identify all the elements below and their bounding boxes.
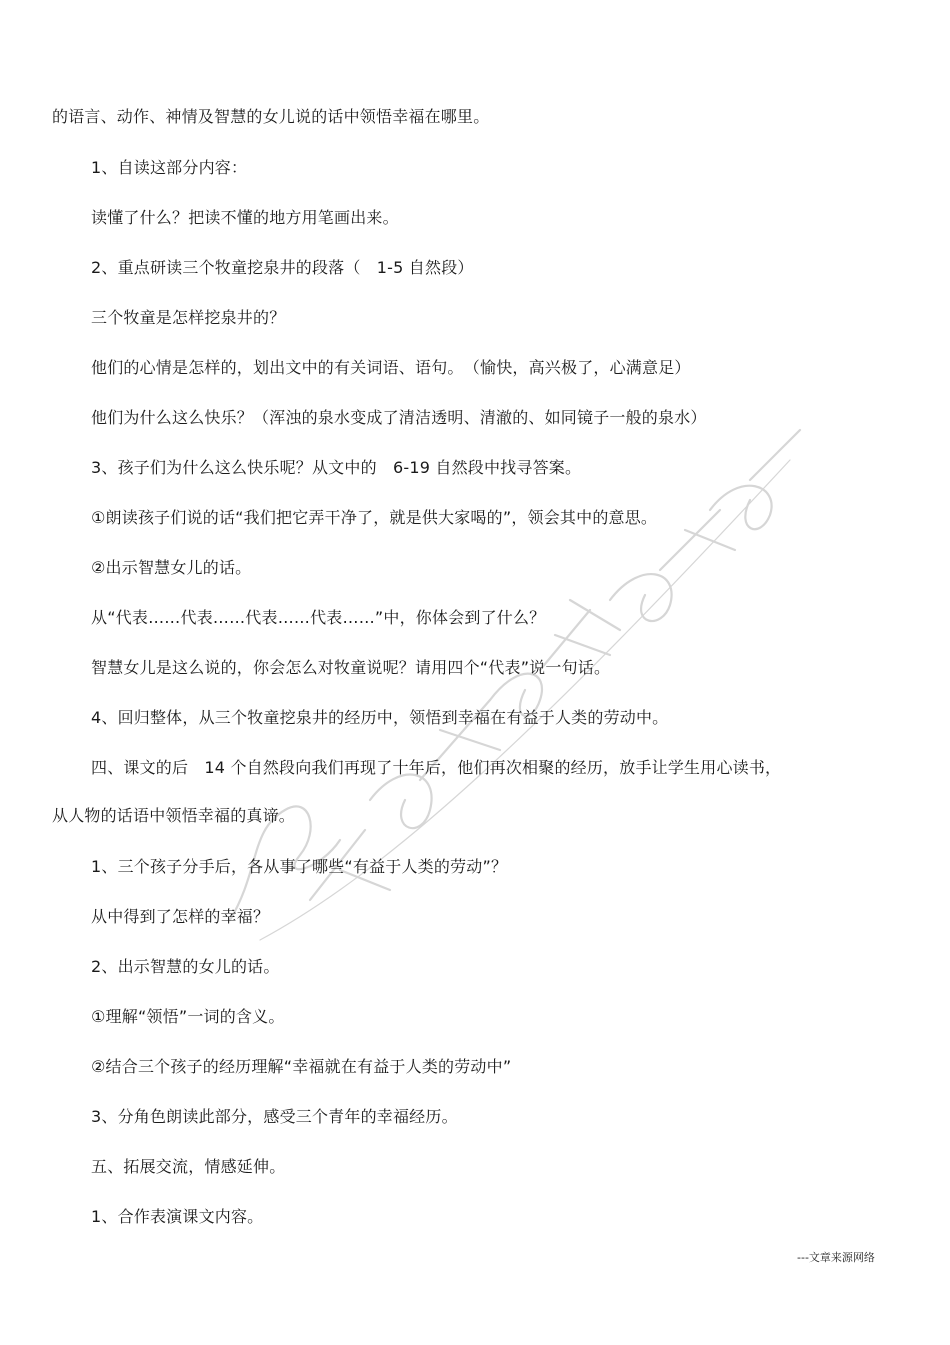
text-line: 三个牧童是怎样挖泉井的？ xyxy=(91,308,286,327)
text-line: 3、孩子们为什么这么快乐呢？从文中的 6-19 自然段中找寻答案。 xyxy=(91,458,582,477)
text-line: 他们的心情是怎样的，划出文中的有关词语、语句。 （愉快，高兴极了，心满意足） xyxy=(91,358,691,377)
text-line: 的语言、动作、神情及智慧的女儿说的话中领悟幸福在哪里。 xyxy=(52,107,490,126)
text-line: 2、重点研读三个牧童挖泉井的段落（ 1-5 自然段） xyxy=(91,258,474,277)
text-line: 四、课文的后 14 个自然段向我们再现了十年后，他们再次相聚的经历，放手让学生用心读书， xyxy=(91,758,782,777)
text-line: 智慧女儿是这么说的，你会怎么对牧童说呢？请用四个“代表”说一句话。 xyxy=(91,658,611,677)
text-line: 2、出示智慧的女儿的话。 xyxy=(91,957,280,976)
text-line: ①朗读孩子们说的话“我们把它弄干净了，就是供大家喝的”，领会其中的意思。 xyxy=(91,508,658,527)
text-line: 4、回归整体，从三个牧童挖泉井的经历中，领悟到幸福在有益于人类的劳动中。 xyxy=(91,708,669,727)
text-line: 从中得到了怎样的幸福？ xyxy=(91,907,270,926)
source-footer: ---文章来源网络 xyxy=(797,1251,875,1264)
text-line: 1、合作表演课文内容。 xyxy=(91,1207,264,1226)
text-line: 1、三个孩子分手后，各从事了哪些“有益于人类的劳动”？ xyxy=(91,857,508,876)
text-line: ①理解“领悟”一词的含义。 xyxy=(91,1007,285,1026)
text-line: 读懂了什么？把读不懂的地方用笔画出来。 xyxy=(91,208,399,227)
text-line: ②出示智慧女儿的话。 xyxy=(91,558,252,577)
text-line: 1、自读这部分内容： xyxy=(91,158,248,177)
text-line: 从“代表……代表……代表……代表……”中，你体会到了什么？ xyxy=(91,608,546,627)
text-line: 3、分角色朗读此部分，感受三个青年的幸福经历。 xyxy=(91,1107,458,1126)
text-line: 从人物的话语中领悟幸福的真谛。 xyxy=(52,806,296,825)
text-line: 他们为什么这么快乐？（浑浊的泉水变成了清洁透明、清澈的、如同镜子一般的泉水） xyxy=(91,408,707,427)
text-line: ②结合三个孩子的经历理解“幸福就在有益于人类的劳动中” xyxy=(91,1057,512,1076)
text-line: 五、拓展交流，情感延伸。 xyxy=(91,1157,286,1176)
